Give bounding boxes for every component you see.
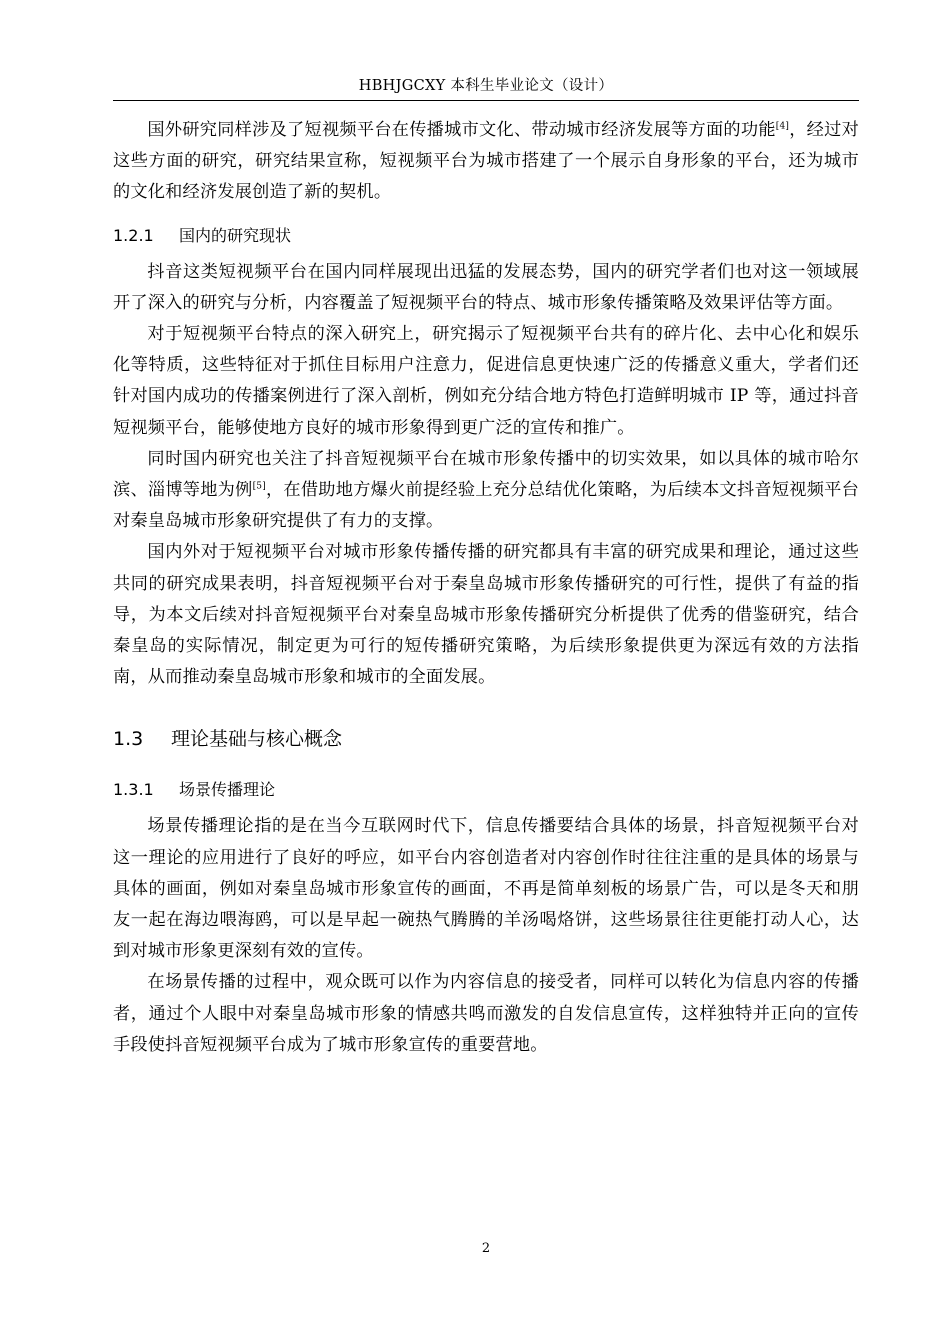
intro-text-b: ，经过对这些方面的研究，研究结果宣称，短视频平台为城市搭建了一个展示自身形象的平台，还为城市的文化和经济发展创造了新的契机。 [113,120,859,203]
heading-title: 理论基础与核心概念 [171,728,343,751]
domestic-3-text-b: ，在借助地方爆火前提经验上充分总结优化策略，为后续本文抖音短视频平台对秦皇岛城市形象研究提供了有力的支撑。 [113,480,859,532]
header-rule [113,100,859,101]
heading-title: 国内的研究现状 [179,225,292,245]
heading-1-3-1 [113,779,859,801]
paragraph-domestic-2: 对于短视频平台特点的深入研究上，研究揭示了短视频平台共有的碎片化、去中心化和娱乐化等特质，这些特征对于抓住目标用户注意力，促进信息更快速广泛的传播意义重大，学者们还针对国内成功的传播案例进行了深入剖析，例如充分结合地方特色打造鲜明城市 IP 等，通过抖音短视频平台，能够使地方良好的城市形象得到更广泛的宣传和推广。 [113,324,859,438]
domestic-3-text-a: 同时国内研究也关注了抖音短视频平台在城市形象传播中的切实效果，如以具体的城市哈尔滨、淄博等地为例 [113,448,859,501]
paragraph-scene-2: 在场景传播的过程中，观众既可以作为内容信息的接受者，同样可以转化为信息内容的传播者，通过个人眼中对秦皇岛城市形象的情感共鸣而激发的自发信息宣传，这样独特并正向的宣传手段使抖音短视频平台成为了城市形象宣传的重要营地。 [113,972,859,1055]
paragraph-domestic-1: 抖音这类短视频平台在国内同样展现出迅猛的发展态势，国内的研究学者们也对这一领域展开了深入的研究与分析，内容覆盖了短视频平台的特点、城市形象传播策略及效果评估等方面。 [113,261,859,313]
page-header [113,76,859,96]
paragraph-scene-1: 场景传播理论指的是在当今互联网时代下，信息传播要结合具体的场景，抖音短视频平台对这一理论的应用进行了良好的呼应，如平台内容创造者对内容创作时往往注重的是具体的场景与具体的画面，例如对秦皇岛城市形象宣传的画面，不再是简单刻板的场景广告，可以是冬天和朋友一起在海边喂海鸥，可以是早起一碗热气腾腾的羊汤喝烙饼，这些场景往往更能打动人心，达到对城市形象更深刻有效的宣传。 [113,816,859,962]
heading-number: 1.2.1 [113,225,154,245]
citation-4: [4] [775,121,790,132]
paragraph-domestic-4: 国内外对于短视频平台对城市形象传播传播的研究都具有丰富的研究成果和理论，通过这些共同的研究成果表明，抖音短视频平台对于秦皇岛城市形象传播研究的可行性，提供了有益的指导，为本文后续对抖音短视频平台对秦皇岛城市形象传播研究分析提供了优秀的借鉴研究，结合秦皇岛的实际情况，制定更为可行的短传播研究策略，为后续形象提供更为深远有效的方法指南，从而推动秦皇岛城市形象和城市的全面发展。 [113,542,859,688]
header-title: HBHJGCXY 本科生毕业论文（设计） [358,78,614,94]
heading-number: 1.3.1 [113,780,154,800]
document-body [113,110,859,1061]
intro-text-a: 国外研究同样涉及了短视频平台在传播城市文化、带动城市经济发展等方面的功能 [147,120,776,140]
paragraph-domestic-3 [113,444,859,538]
heading-1-2-1 [113,225,859,247]
page-number: 2 [481,1241,491,1256]
citation-5: [5] [252,481,266,492]
heading-title: 场景传播理论 [179,780,276,800]
heading-number: 1.3 [113,728,144,751]
heading-1-3 [113,727,859,751]
paragraph-intro [113,115,859,209]
